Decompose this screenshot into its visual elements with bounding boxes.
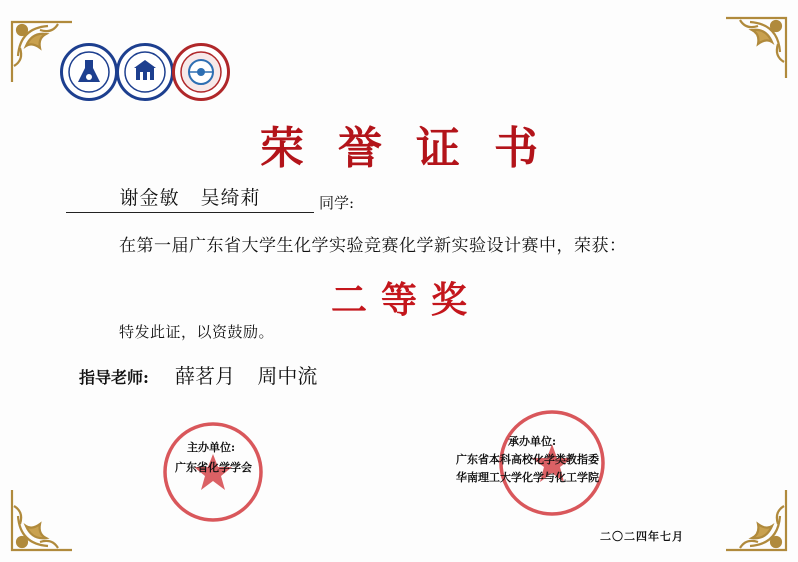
recipient-names: 谢金敏 吴绮莉 xyxy=(66,183,314,213)
undertaker-label: 承办单位: xyxy=(508,435,557,448)
organizer-label: 主办单位: xyxy=(187,441,236,454)
organizer-block xyxy=(175,438,252,478)
corner-ornament-icon xyxy=(720,12,790,82)
certificate-title: 荣誉证书 xyxy=(260,123,572,174)
encourage-text: 特发此证，以资鼓励。 xyxy=(119,323,275,341)
chemistry-society-logo-icon xyxy=(60,43,118,101)
classmate-label: 同学: xyxy=(319,194,355,212)
competition-logo-icon xyxy=(172,43,230,101)
advisor-names: 薛茗月 周中流 xyxy=(175,364,318,388)
undertaker-name: 广东省本科高校化学类教指委 xyxy=(456,453,599,466)
undertaker-block xyxy=(456,433,599,487)
organizer-name: 广东省化学学会 xyxy=(175,461,252,474)
corner-ornament-icon xyxy=(720,486,790,556)
advisor-label: 指导老师: xyxy=(79,368,149,387)
undertaker-name: 华南理工大学化学与化工学院 xyxy=(456,471,599,484)
issue-date: 二〇二四年七月 xyxy=(600,530,684,543)
corner-ornament-icon xyxy=(8,486,78,556)
award-level: 二等奖 xyxy=(330,279,481,321)
award-description: 在第一届广东省大学生化学实验竞赛化学新实验设计赛中，荣获： xyxy=(119,236,627,256)
university-logo-icon xyxy=(116,43,174,101)
